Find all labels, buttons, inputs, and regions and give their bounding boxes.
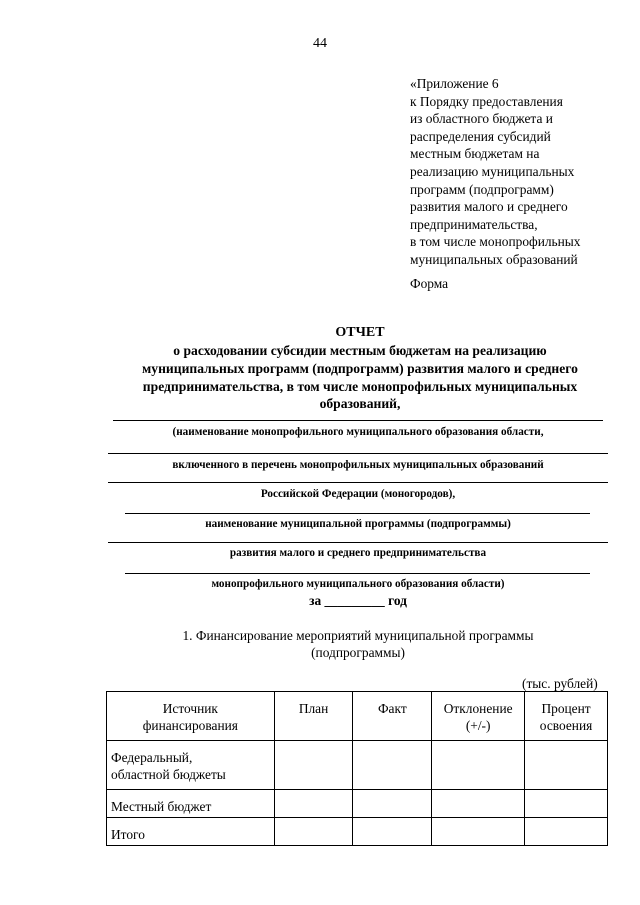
row-label: Федеральный, областной бюджеты [107, 741, 275, 790]
section-title [108, 627, 608, 661]
subtitle-line: образований, [319, 396, 401, 412]
appendix-line: местным бюджетам на [410, 146, 540, 162]
appendix-line: «Приложение 6 [410, 76, 499, 91]
subtitle-line: о расходовании субсидии местным бюджетам на реализацию [173, 343, 547, 358]
column-header: Процент освоения [525, 692, 608, 741]
table-cell[interactable] [353, 818, 432, 846]
appendix-line: из областного бюджета и [410, 111, 553, 127]
fill-in-line [125, 513, 590, 514]
table-row [107, 790, 608, 818]
table-cell[interactable] [432, 741, 525, 790]
section-title-line: 1. Финансирование мероприятий муниципальной программы [182, 628, 534, 643]
units-label: (тыс. рублей) [522, 676, 598, 691]
table-cell[interactable] [525, 818, 608, 846]
financing-table [106, 691, 608, 846]
table-cell[interactable] [353, 741, 432, 790]
field-caption: наименование муниципальной программы (подпрограммы) [205, 518, 511, 530]
appendix-line: реализацию муниципальных [410, 163, 575, 179]
table-row [107, 818, 608, 846]
table-cell[interactable] [525, 741, 608, 790]
appendix-line: развития малого и среднего [410, 199, 568, 215]
fill-in-line [108, 453, 608, 454]
report-title: ОТЧЕТ [335, 325, 385, 340]
fill-in-line [113, 420, 603, 421]
column-header: Отклонение (+/-) [432, 692, 525, 741]
table-cell[interactable] [432, 790, 525, 818]
table-cell[interactable] [274, 790, 353, 818]
column-header: Источник финансирования [107, 692, 275, 741]
appendix-line: к Порядку предоставления [410, 93, 563, 109]
section-title-line: (подпрограммы) [311, 645, 405, 660]
fill-in-line [108, 542, 608, 543]
field-caption: развития малого и среднего предпринимательства [229, 547, 487, 559]
table-cell[interactable] [432, 818, 525, 846]
report-period: за _________ год [309, 593, 407, 608]
field-caption: включенного в перечень монопрофильных муниципальных образований [172, 459, 544, 471]
appendix-line: муниципальных образований [410, 251, 578, 267]
appendix-line: распределения субсидий [410, 128, 551, 144]
field-caption: (наименование монопрофильного муниципального образования области, [172, 426, 544, 438]
table-header-row [107, 692, 608, 741]
fill-in-line [125, 573, 590, 574]
row-label: Итого [107, 818, 275, 846]
field-caption: Российской Федерации (моногородов), [260, 488, 456, 500]
page-number: 44 [313, 36, 327, 51]
row-label: Местный бюджет [107, 790, 275, 818]
table-cell[interactable] [274, 818, 353, 846]
appendix-reference [410, 75, 635, 269]
appendix-line: в том числе монопрофильных [410, 234, 581, 250]
report-subtitle [100, 342, 620, 413]
table-cell[interactable] [274, 741, 353, 790]
fill-in-line [108, 482, 608, 483]
table-cell[interactable] [353, 790, 432, 818]
subtitle-line: муниципальных программ (подпрограмм) развития малого и среднего [142, 360, 578, 376]
column-header: План [274, 692, 353, 741]
appendix-line: программ (подпрограмм) [410, 181, 554, 197]
appendix-line: предпринимательства, [410, 216, 538, 232]
form-label: Форма [410, 276, 449, 291]
table-cell[interactable] [525, 790, 608, 818]
column-header: Факт [353, 692, 432, 741]
field-caption: монопрофильного муниципального образования области) [211, 578, 505, 590]
table-row [107, 741, 608, 790]
subtitle-line: предпринимательства, в том числе монопрофильных муниципальных [142, 378, 578, 394]
